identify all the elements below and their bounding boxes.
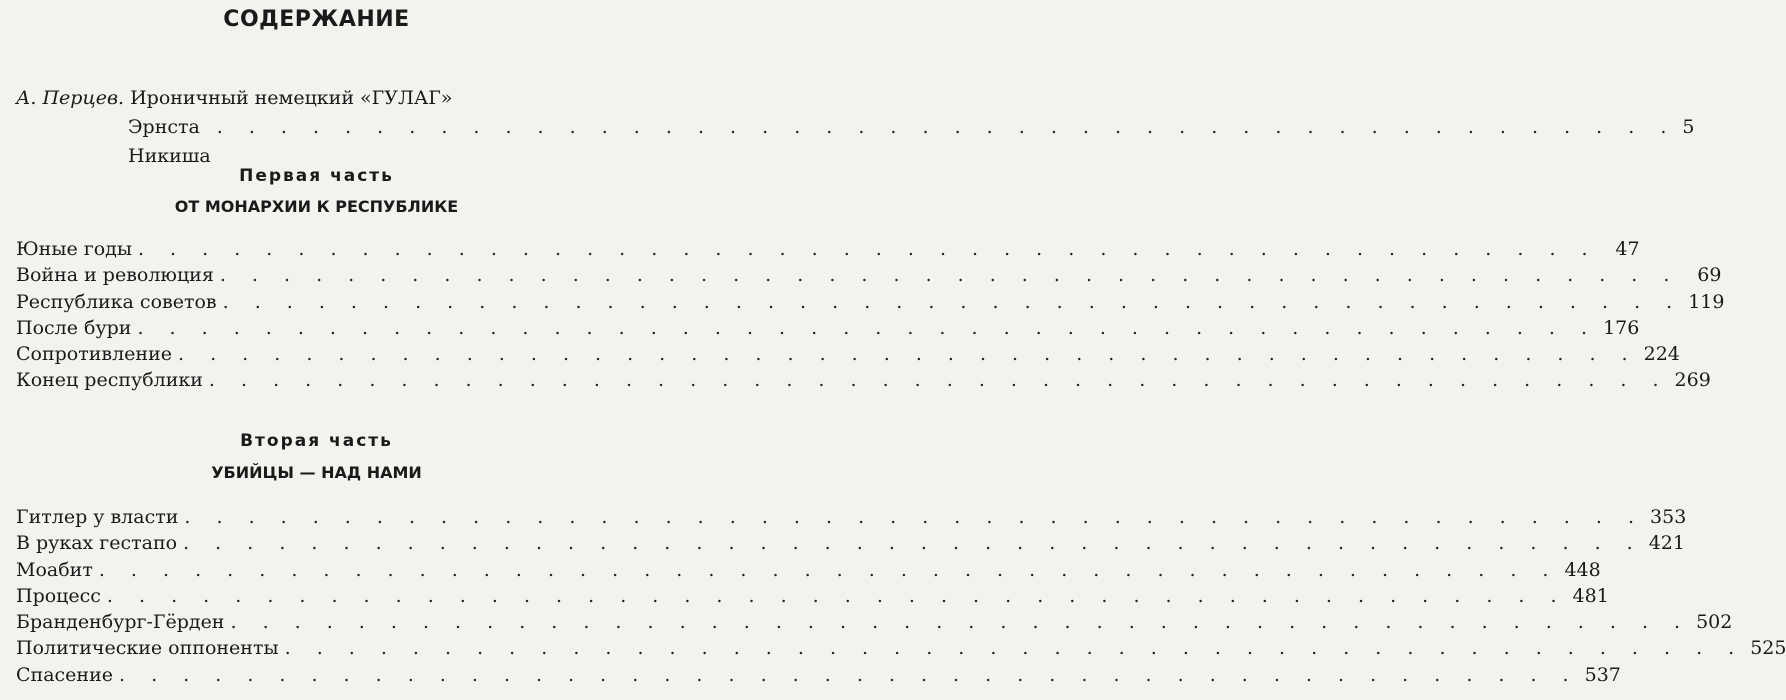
part-1-entries (16, 238, 1725, 396)
entry-page-number: 69 (1697, 264, 1722, 287)
entry-page-number: 176 (1603, 316, 1640, 339)
entry-page-number: 525 (1750, 637, 1786, 660)
toc-entry[interactable] (16, 316, 1640, 343)
dot-leader: . . . . . . . . . . . . . . . . . . . . . . . . . . . . . . . . . . . . . . . . . . . . . . (178, 343, 1638, 366)
intro-title-line-1: Ироничный немецкий «ГУЛАГ» (130, 87, 453, 109)
part-2-label: Вторая часть (240, 431, 393, 451)
dot-leader: . . . . . . . . . . . . . . . . . . . . . . . . . . . . . . . . . . . . . . . . . . . . . . (230, 611, 1691, 634)
dot-leader: . . . . . . . . . . . . . . . . . . . . . . . . . . . . . . . . . . . . . . . . . . . . . . (216, 116, 1677, 138)
dot-leader: . . . . . . . . . . . . . . . . . . . . . . . . . . . . . . . . . . . . . . . . . . . . . . (284, 637, 1745, 660)
entry-page-number: 47 (1615, 238, 1640, 260)
entry-title: Конец республики (16, 369, 203, 392)
entry-page-number: 481 (1572, 584, 1609, 607)
toc-entry[interactable] (16, 506, 1687, 532)
dot-leader: . . . . . . . . . . . . . . . . . . . . . . . . . . . . . . . . . . . . . . . . . . . . . . (208, 369, 1669, 392)
intro-title-line-2: Эрнста Никиша (128, 116, 211, 167)
dot-leader: . . . . . . . . . . . . . . . . . . . . . . . . . . . . . . . . . . . . . . . . . . . . . . (183, 532, 1643, 555)
entry-page-number: 421 (1648, 532, 1685, 555)
toc-entry[interactable] (16, 369, 1711, 395)
entry-page-number: 448 (1564, 558, 1601, 581)
entry-title: Гитлер у власти (16, 506, 179, 528)
entry-title: Война и революция (16, 264, 214, 287)
entry-title: Сопротивление (16, 343, 172, 366)
entry-page-number: 537 (1584, 663, 1621, 686)
dot-leader: . . . . . . . . . . . . . . . . . . . . . . . . . . . . . . . . . . . . . . . . . . . . . . (106, 584, 1567, 607)
toc-entry[interactable] (16, 343, 1680, 369)
intro-page-number: 5 (1682, 116, 1695, 138)
entry-page-number: 502 (1696, 611, 1733, 634)
toc-entry[interactable] (16, 558, 1601, 585)
entry-title: Бранденбург-Гёрден (16, 611, 225, 634)
dot-leader: . . . . . . . . . . . . . . . . . . . . . . . . . . . . . . . . . . . . . . . . . . . . . . (184, 506, 1645, 528)
entry-title: В руках гестапо (16, 532, 178, 555)
entry-title: Политические оппоненты (16, 637, 279, 660)
part-2-entries (16, 506, 1786, 690)
entry-title: Юные годы (16, 238, 132, 260)
entry-page-number: 224 (1643, 343, 1680, 366)
intro-entry[interactable] (16, 84, 1695, 171)
entry-page-number: 119 (1688, 290, 1725, 313)
entry-title: После бури (16, 316, 132, 339)
entry-title: Моабит (16, 558, 93, 581)
toc-entry[interactable] (16, 264, 1722, 290)
dot-leader: . . . . . . . . . . . . . . . . . . . . . . . . . . . . . . . . . . . . . . . . . . . . . . (137, 238, 1598, 260)
dot-leader: . . . . . . . . . . . . . . . . . . . . . . . . . . . . . . . . . . . . . . . . . . . . . . (98, 558, 1559, 581)
part-1-label: Первая часть (239, 166, 394, 186)
toc-entry[interactable] (16, 637, 1786, 663)
dot-leader: . . . . . . . . . . . . . . . . . . . . . . . . . . . . . . . . . . . . . . . . . . . . . . (222, 290, 1683, 313)
part-2-title: УБИЙЦЫ — НАД НАМИ (211, 463, 422, 482)
toc-entry[interactable] (16, 238, 1640, 264)
toc-entry[interactable] (16, 663, 1621, 690)
entry-title: Процесс (16, 584, 101, 607)
page-title: СОДЕРЖАНИЕ (223, 7, 410, 32)
toc-entry[interactable] (16, 532, 1685, 558)
dot-leader: . . . . . . . . . . . . . . . . . . . . . . . . . . . . . . . . . . . . . . . . . . . . . . (137, 316, 1598, 339)
intro-author: А. Перцев. (16, 87, 125, 109)
dot-leader: . . . . . . . . . . . . . . . . . . . . . . . . . . . . . . . . . . . . . . . . . . . . . . (119, 663, 1579, 686)
dot-leader: . . . . . . . . . . . . . . . . . . . . . . . . . . . . . . . . . . . . . . . . . . . . . . (219, 264, 1680, 287)
toc-entry[interactable] (16, 290, 1725, 317)
intro-line-1 (16, 84, 619, 113)
entry-title: Спасение (16, 663, 113, 686)
entry-title: Республика советов (16, 290, 217, 313)
entry-page-number: 353 (1650, 506, 1687, 528)
entry-page-number: 269 (1674, 369, 1711, 392)
intro-line-2 (16, 113, 1695, 171)
part-1-title: ОТ МОНАРХИИ К РЕСПУБЛИКЕ (174, 197, 459, 216)
toc-entry[interactable] (16, 611, 1733, 637)
toc-entry[interactable] (16, 584, 1609, 611)
